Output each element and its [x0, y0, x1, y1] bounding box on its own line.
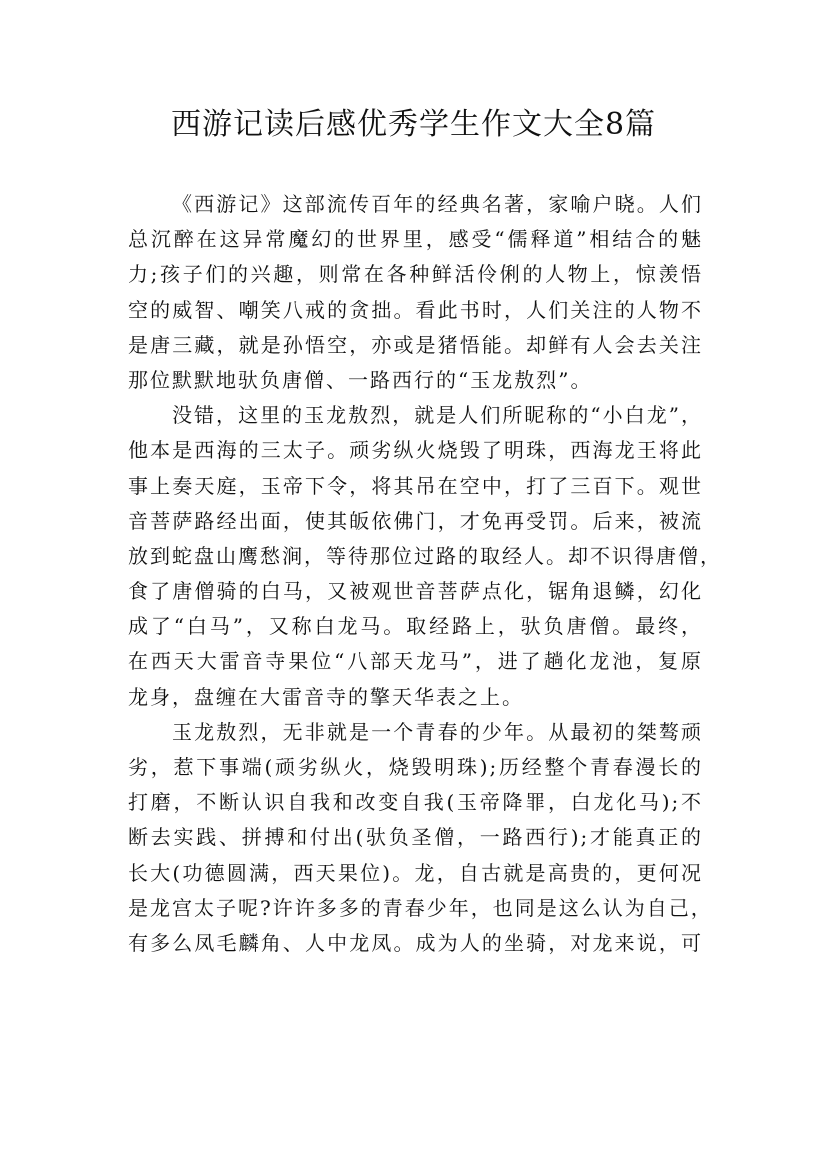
text-line: 音菩萨路经出面，使其皈依佛门，才免再受罚。后来，被流: [128, 508, 703, 533]
text-line: 有多么凤毛麟角、人中龙凤。成为人的坐骑，对龙来说，可: [128, 930, 703, 955]
text-line: 成了“白马”，又称白龙马。取经路上，驮负唐僧。最终，: [128, 614, 703, 639]
text-line: 断去实践、拼搏和付出(驮负圣僧，一路西行);才能真正的: [128, 825, 703, 850]
text-line: 放到蛇盘山鹰愁涧，等待那位过路的取经人。却不识得唐僧，: [128, 543, 722, 568]
text-line: 食了唐僧骑的白马，又被观世音菩萨点化，锯角退鳞，幻化: [128, 579, 703, 604]
text-line: 事上奏天庭，玉帝下令，将其吊在空中，打了三百下。观世: [128, 473, 703, 498]
text-line: 打磨，不断认识自我和改变自我(玉帝降罪，白龙化马);不: [128, 790, 703, 815]
document-title: 西游记读后感优秀学生作文大全8篇: [170, 107, 657, 142]
text-line: 是龙宫太子呢?许许多多的青春少年，也同是这么认为自己，: [128, 895, 713, 920]
text-line: 力;孩子们的兴趣，则常在各种鲜活伶俐的人物上，惊羡悟: [128, 262, 703, 287]
text-line: 《西游记》这部流传百年的经典名著，家喻户晓。人们: [172, 192, 703, 216]
text-line: 总沉醉在这异常魔幻的世界里，感受“儒释道”相结合的魅: [128, 227, 703, 252]
text-line: 空的威智、嘲笑八戒的贪拙。看此书时，人们关注的人物不: [128, 297, 703, 322]
text-line: 劣，惹下事端(顽劣纵火，烧毁明珠);历经整个青春漫长的: [128, 755, 703, 779]
text-line: 他本是西海的三太子。顽劣纵火烧毁了明珠，西海龙王将此: [128, 438, 703, 463]
text-line: 在西天大雷音寺果位“八部天龙马”，进了趟化龙池，复原: [128, 649, 703, 674]
paragraph-1: [128, 187, 703, 398]
text-line: 龙身，盘缠在大雷音寺的擎天华表之上。: [128, 684, 524, 709]
text-line: 长大(功德圆满，西天果位)。龙，自古就是高贵的，更何况: [128, 860, 703, 885]
text-line: 是唐三藏，就是孙悟空，亦或是猪悟能。却鲜有人会去关注: [128, 332, 703, 357]
paragraph-3: [128, 715, 713, 961]
text-line: 玉龙敖烈，无非就是一个青春的少年。从最初的桀骜顽: [172, 719, 703, 744]
text-line: 那位默默地驮负唐僧、一路西行的“玉龙敖烈”。: [128, 367, 593, 392]
paragraph-2: [128, 398, 722, 715]
text-line: 没错，这里的玉龙敖烈，就是人们所昵称的“小白龙”，: [172, 403, 703, 428]
document-body: [128, 187, 722, 961]
